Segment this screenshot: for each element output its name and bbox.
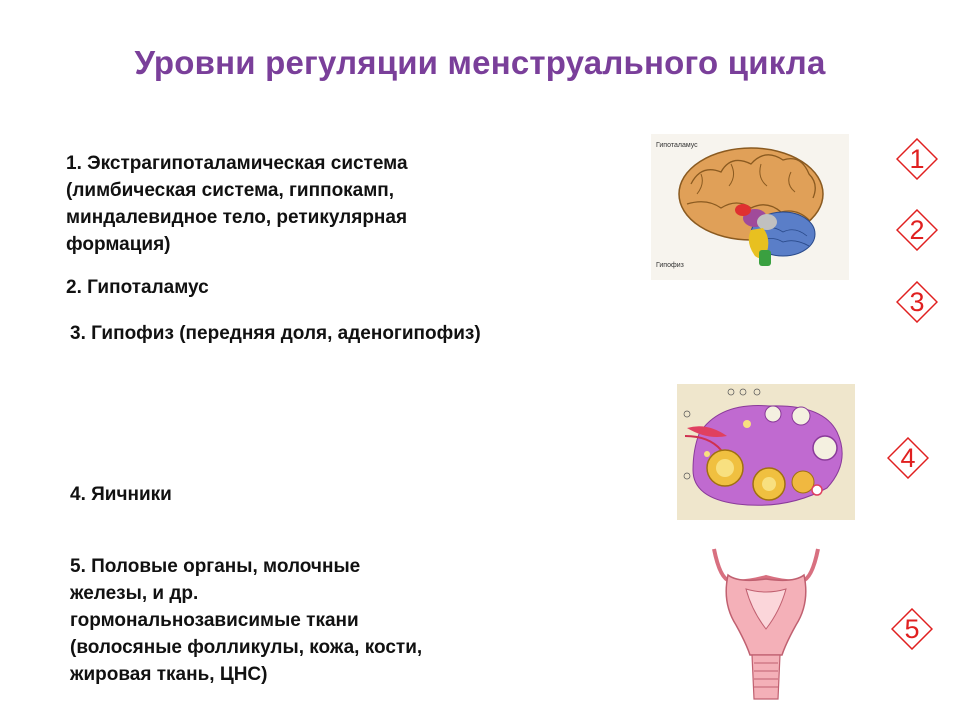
uterus-image [710, 545, 822, 705]
level-5-line: 5. Половые органы, молочные [70, 556, 361, 577]
brain-image [651, 134, 849, 280]
level-5-line: жировая ткань, ЦНС) [70, 664, 268, 685]
level-4-line: 4. Яичники [70, 484, 172, 505]
level-4-text [70, 481, 172, 508]
level-marker-number: 4 [900, 443, 916, 473]
level-5-line: (волосяные фолликулы, кожа, кости, [70, 637, 423, 658]
level-5-line: гормональнозависимые ткани [70, 610, 359, 631]
slide-title: Уровни регуляции менструального цикла [134, 44, 826, 81]
level-5-line: железы, и др. [70, 583, 199, 604]
level-5-text [70, 553, 422, 688]
level-3-line: 3. Гипофиз (передняя доля, аденогипофиз) [70, 323, 481, 344]
level-marker-number: 1 [909, 144, 925, 174]
level-marker-number: 5 [904, 614, 920, 644]
pituitary-caption: Гипофиз [656, 262, 684, 269]
level-1-line: миндалевидное тело, ретикулярная [66, 207, 408, 228]
level-marker-2 [896, 209, 938, 251]
level-marker-4 [887, 437, 929, 479]
level-marker-number: 3 [909, 287, 925, 317]
level-2-text [66, 274, 209, 301]
ovary-icon [677, 384, 855, 520]
level-3-text [70, 320, 481, 347]
level-1-line: (лимбическая система, гиппокамп, [66, 180, 395, 201]
level-marker-3 [896, 281, 938, 323]
level-2-line: 2. Гипоталамус [66, 277, 209, 298]
level-1-text [66, 150, 408, 258]
hypothalamus-caption: Гипоталамус [656, 142, 698, 149]
brain-icon [651, 134, 849, 280]
level-1-line: формация) [66, 234, 171, 255]
level-marker-1 [896, 138, 938, 180]
level-marker-5 [891, 608, 933, 650]
level-marker-number: 2 [909, 215, 925, 245]
ovary-image [677, 384, 855, 520]
level-1-line: 1. Экстрагипоталамическая система [66, 153, 408, 174]
uterus-icon [710, 545, 822, 705]
